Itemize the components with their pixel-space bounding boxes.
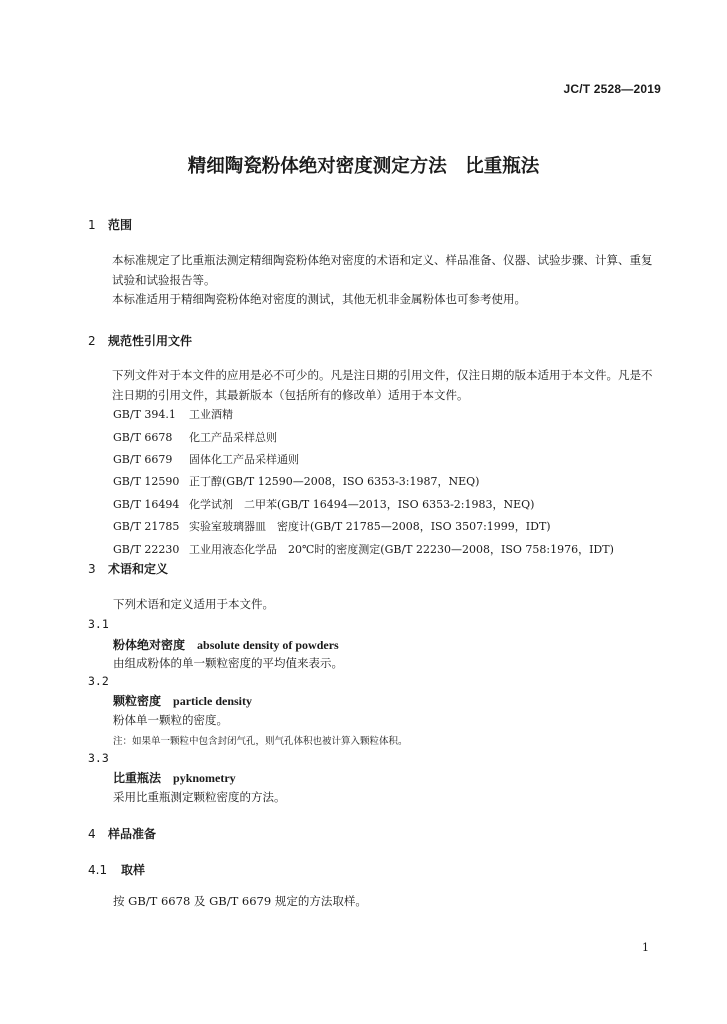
reference-code: GB/T 16494 xyxy=(113,498,180,511)
reference-item xyxy=(113,518,551,534)
subsection-number: 4.1 xyxy=(88,863,108,877)
section-title: 术语和定义 xyxy=(108,562,169,576)
term-note: 注：如果单一颗粒中包含封闭气孔，则气孔体积也被计算入颗粒体积。 xyxy=(113,736,408,747)
section-title: 样品准备 xyxy=(108,827,157,841)
section-3-heading xyxy=(88,560,168,577)
term-heading xyxy=(113,636,339,653)
term-heading xyxy=(113,769,236,786)
subsection-4-1-heading xyxy=(88,861,145,878)
reference-title: 正丁醇(GB/T 12590—2008，ISO 6353-3:1987，NEQ) xyxy=(189,475,480,488)
term-zh: 颗粒密度 xyxy=(113,694,162,708)
paragraph-text: 本标准规定了比重瓶法测定精细陶瓷粉体绝对密度的术语和定义、样品准备、仪器、试验步骤、计算、重复试验和试验报告等。 xyxy=(112,253,653,287)
term-heading xyxy=(113,692,252,709)
reference-title: 工业酒精 xyxy=(189,408,233,421)
reference-code: GB/T 22230 xyxy=(113,543,180,556)
reference-code: GB/T 21785 xyxy=(113,520,180,533)
reference-code: GB/T 6678 xyxy=(113,431,173,444)
subsection-title: 取样 xyxy=(121,863,146,877)
section-2-heading xyxy=(88,332,192,349)
section-number: 2 xyxy=(88,334,96,348)
reference-item xyxy=(113,541,614,557)
reference-item xyxy=(113,473,479,489)
term-zh: 粉体绝对密度 xyxy=(113,638,186,652)
reference-code: GB/T 12590 xyxy=(113,475,180,488)
reference-title: 化工产品采样总则 xyxy=(189,431,277,444)
reference-title: 实验室玻璃器皿 密度计(GB/T 21785—2008，ISO 3507:1999，IDT) xyxy=(189,520,551,533)
term-number: 3.2 xyxy=(88,674,109,688)
term-zh: 比重瓶法 xyxy=(113,771,162,785)
reference-code: GB/T 394.1 xyxy=(113,408,176,421)
term-definition: 采用比重瓶测定颗粒密度的方法。 xyxy=(113,790,286,804)
section-title: 规范性引用文件 xyxy=(108,334,193,348)
reference-item xyxy=(113,429,277,445)
reference-code: GB/T 6679 xyxy=(113,453,173,466)
section-number: 4 xyxy=(88,827,96,841)
reference-title: 化学试剂 二甲苯(GB/T 16494—2013，ISO 6353-2:1983，NEQ) xyxy=(189,498,535,511)
term-definition: 粉体单一颗粒的密度。 xyxy=(113,713,228,727)
section-1-paragraph-1 xyxy=(88,250,660,290)
section-4-heading xyxy=(88,825,156,842)
section-1-paragraph-2 xyxy=(88,289,660,309)
section-2-paragraph-1 xyxy=(88,365,660,405)
section-number: 1 xyxy=(88,218,96,232)
term-number: 3.3 xyxy=(88,751,109,765)
term-definition: 由组成粉体的单一颗粒密度的平均值来表示。 xyxy=(113,656,343,670)
section-3-intro: 下列术语和定义适用于本文件。 xyxy=(113,597,274,611)
reference-item xyxy=(113,406,233,422)
term-en: pyknometry xyxy=(173,771,236,785)
reference-title: 工业用液态化学品 20℃时的密度测定(GB/T 22230—2008，ISO 758:1976，IDT) xyxy=(189,543,614,556)
subsection-4-1-text: 按 GB/T 6678 及 GB/T 6679 规定的方法取样。 xyxy=(113,894,367,908)
section-title: 范围 xyxy=(108,218,133,232)
section-number: 3 xyxy=(88,562,96,576)
reference-item xyxy=(113,496,534,512)
document-title: 精细陶瓷粉体绝对密度测定方法 比重瓶法 xyxy=(187,156,540,177)
paragraph-text: 下列文件对于本文件的应用是必不可少的。凡是注日期的引用文件，仅注日期的版本适用于本文件。凡是不注日期的引用文件，其最新版本（包括所有的修改单）适用于本文件。 xyxy=(112,368,653,402)
term-en: particle density xyxy=(173,694,253,708)
reference-title: 固体化工产品采样通则 xyxy=(189,453,299,466)
paragraph-text: 本标准适用于精细陶瓷粉体绝对密度的测试，其他无机非金属粉体也可参考使用。 xyxy=(112,292,526,306)
term-number: 3.1 xyxy=(88,617,109,631)
term-en: absolute density of powders xyxy=(197,638,339,652)
reference-item xyxy=(113,451,299,467)
standard-code: JC/T 2528—2019 xyxy=(563,82,661,96)
page-number: 1 xyxy=(642,941,649,954)
section-1-heading xyxy=(88,216,132,233)
